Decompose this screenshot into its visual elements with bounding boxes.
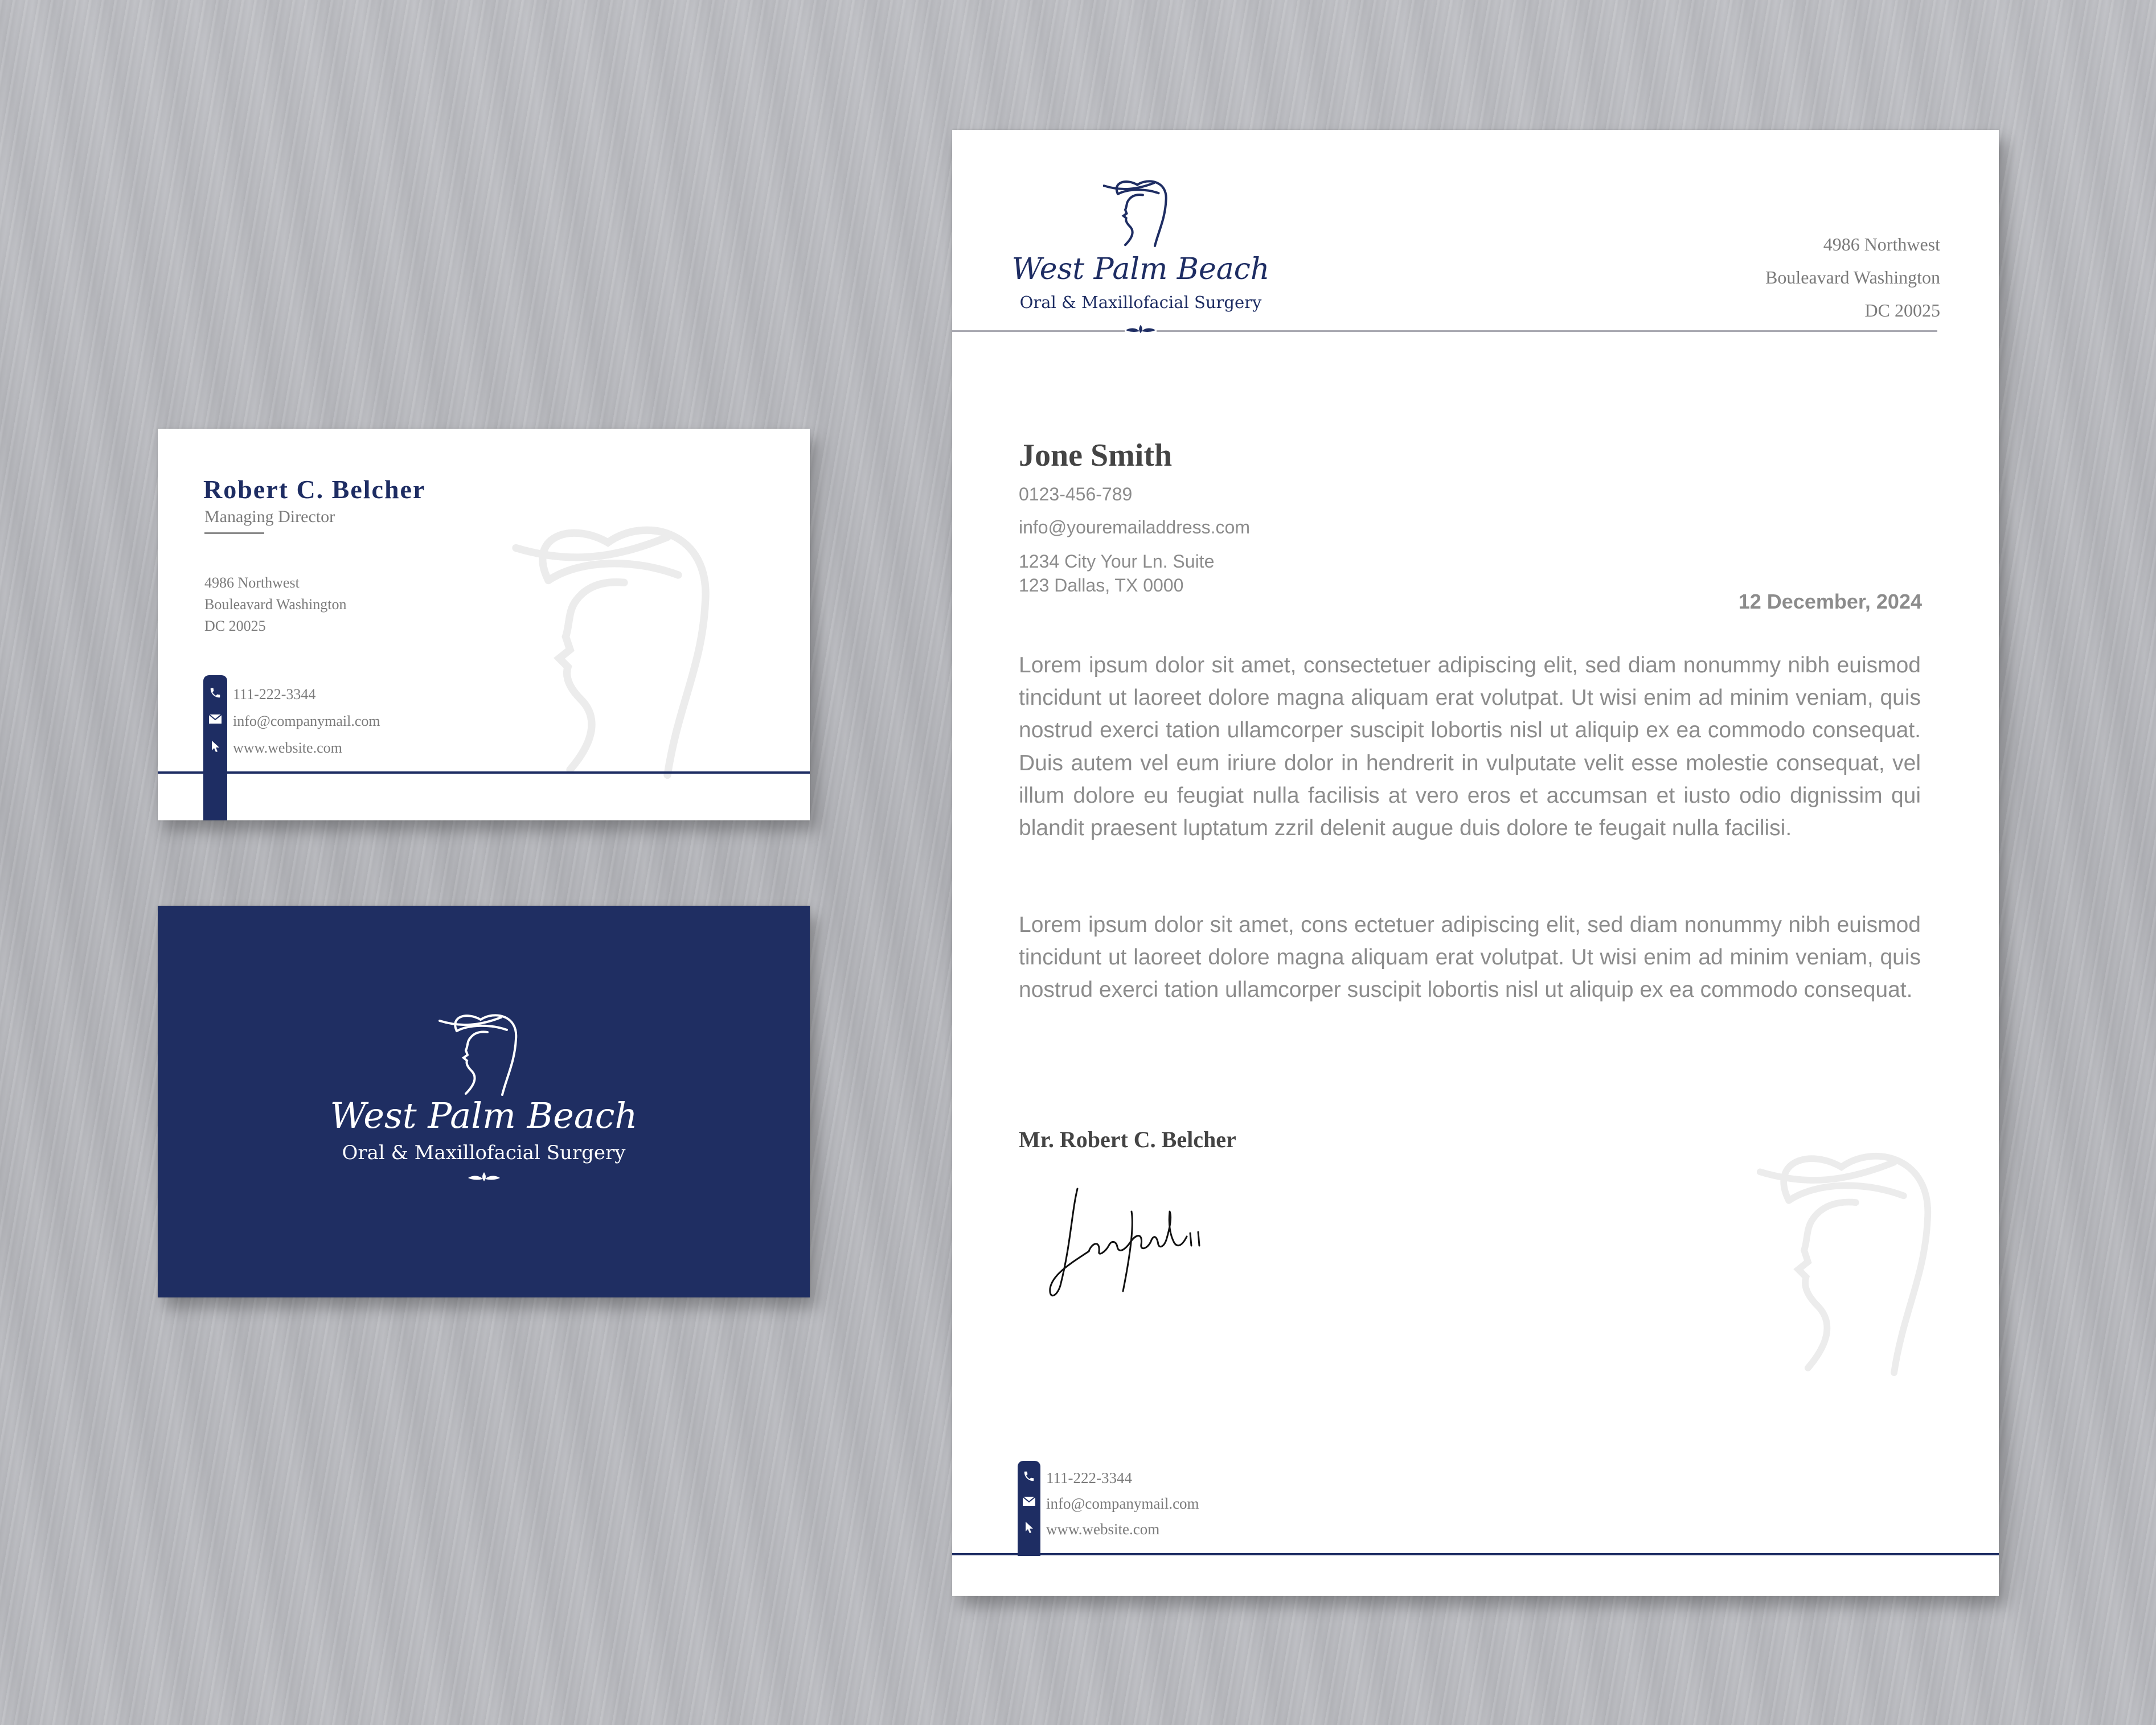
card-address (204, 572, 346, 637)
website-text: www.website.com (233, 740, 342, 756)
recipient-address-line: 1234 City Your Ln. Suite (1019, 551, 1215, 572)
email-text: info@companymail.com (233, 713, 380, 729)
business-card-front (158, 429, 810, 820)
tooth-face-watermark-icon (1749, 1143, 1943, 1382)
address-line: DC 20025 (1864, 300, 1940, 321)
card-holder-name: Robert C. Belcher (203, 475, 426, 504)
letterhead-bottom-rule (952, 1553, 1999, 1555)
card-holder-title: Managing Director (204, 507, 335, 526)
mail-icon (1018, 1496, 1040, 1506)
address-line: 4986 Northwest (1823, 234, 1940, 254)
contact-icon-bar (1018, 1461, 1040, 1556)
brand-subtitle: Oral & Maxillofacial Surgery (342, 1141, 626, 1164)
signature-image (1038, 1177, 1231, 1314)
brand-name: West Palm Beach (330, 1095, 638, 1136)
email-text: info@companymail.com (1046, 1495, 1199, 1512)
address-line: 4986 Northwest (204, 574, 300, 591)
body-paragraph: Lorem ipsum dolor sit amet, consectetuer adipiscing elit, sed diam nonummy nibh euismod tincidunt ut laoreet dolore magna aliquam erat volutpat. Ut wisi enim ad minim veniam, quis nostrud exerci tation ullamcorper suscipit lobortis nisl ut aliquip ex ea commodo consequat. Duis autem vel eum iriure dolor in hendrerit in vulputate velit esse molestie consequat, vel illum dolore eu feugiat nulla facilisis at vero eros et accumsan et iusto odio dignissim qui blandit praesent luptatum zzril delenit augue duis dolore te feugait nulla facilisi. (1019, 653, 1921, 841)
recipient-phone: 0123-456-789 (1019, 484, 1133, 504)
business-card-back (158, 906, 810, 1297)
cursor-icon (1018, 1521, 1040, 1534)
leaf-ornament-icon (1125, 323, 1157, 335)
recipient-address-line: 123 Dallas, TX 0000 (1019, 575, 1184, 595)
phone-icon (203, 687, 227, 699)
address-line: Bouleavard Washington (1765, 267, 1940, 288)
tooth-face-watermark-icon (505, 514, 722, 787)
brand-name: West Palm Beach (1011, 252, 1270, 286)
address-line: Bouleavard Washington (204, 596, 347, 613)
website-text: www.website.com (1046, 1521, 1160, 1538)
contact-icon-bar (203, 675, 227, 820)
card-contact-list (233, 681, 380, 761)
recipient-name: Jone Smith (1019, 438, 1173, 473)
letterhead-page (952, 130, 1999, 1596)
tooth-face-logo-icon (438, 1009, 530, 1100)
body-paragraph: Lorem ipsum dolor sit amet, cons ectetuer adipiscing elit, sed diam nonummy nibh euismod tincidunt ut laoreet dolore magna aliquam erat volutpat. Ut wisi enim ad minim veniam, quis nostrud exerci tation ullamcorper suscipit lobortis nisl ut aliquip ex ea commodo consequat. (1019, 913, 1921, 1003)
cursor-icon (203, 740, 227, 753)
brand-subtitle: Oral & Maxillofacial Surgery (1019, 293, 1262, 312)
mail-icon (203, 714, 227, 724)
tooth-face-logo-icon (1103, 176, 1177, 250)
card-bottom-rule (158, 771, 810, 774)
signer-name: Mr. Robert C. Belcher (1019, 1127, 1236, 1152)
company-address (1765, 228, 1940, 327)
phone-icon (1018, 1470, 1040, 1482)
title-divider (204, 532, 264, 534)
letterhead-contact-list (1046, 1465, 1199, 1542)
letter-date: 12 December, 2024 (1738, 590, 1922, 613)
phone-text: 111-222-3344 (233, 686, 316, 703)
address-line: DC 20025 (204, 618, 266, 634)
leaf-ornament-icon (467, 1171, 501, 1182)
recipient-email: info@youremailaddress.com (1019, 517, 1250, 537)
phone-text: 111-222-3344 (1046, 1469, 1132, 1486)
header-rule (952, 330, 1937, 332)
